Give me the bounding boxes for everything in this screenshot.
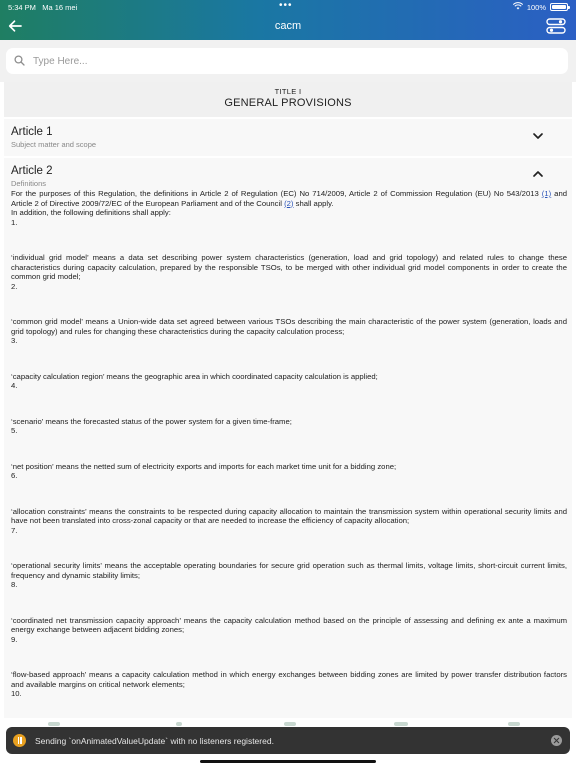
definition-number: 6. bbox=[11, 471, 18, 480]
article-1-header[interactable] bbox=[4, 119, 572, 156]
search-input[interactable] bbox=[33, 51, 553, 71]
footnote-link-1[interactable]: (1) bbox=[541, 189, 552, 198]
article-subtitle: Definitions bbox=[11, 179, 47, 188]
status-right bbox=[513, 2, 568, 12]
page-title: cacm bbox=[274, 20, 302, 32]
definition-number: 7. bbox=[11, 525, 18, 535]
app-header bbox=[0, 0, 576, 40]
chevron-down-icon[interactable] bbox=[532, 132, 544, 140]
definition-text: ‘scenario’ means the forecasted status of the power system for a given time-frame; bbox=[11, 416, 292, 426]
definition-number: 4. bbox=[11, 381, 18, 390]
wifi-icon bbox=[513, 2, 523, 12]
article-title[interactable]: Article 2 bbox=[11, 165, 53, 177]
definition-number: 3. bbox=[11, 336, 18, 345]
footnote-link-2[interactable]: (2) bbox=[284, 198, 294, 208]
definition-text: ‘individual grid model’ means a data set describing power system characteristics (generation, load and grid topology) and related rules to change these characteristics during capacity calculation, prepared by the responsible TSOs, to be merged with other individual grid model components in order to create the common grid model; bbox=[11, 253, 567, 281]
intro-paragraph: For the purposes of this Regulation, the definitions in Article 2 of Regulation (EC) No 714/2009, Article 2 of Commission Regulation (EU) No 543/2013 (1) and Article 2 of Directive 2009/72/EC of the European Parliament and of the Council (2) shall apply. bbox=[11, 189, 567, 208]
tab-icon[interactable] bbox=[284, 722, 296, 726]
definition-number: 5. bbox=[11, 426, 18, 435]
article-title: Article 1 bbox=[11, 126, 53, 138]
article-subtitle: Subject matter and scope bbox=[11, 140, 97, 149]
search-box[interactable] bbox=[6, 48, 568, 74]
definition-number: 1. bbox=[11, 217, 18, 227]
title-label: TITLE I bbox=[274, 87, 302, 96]
multitasking-dots[interactable]: ••• bbox=[279, 0, 293, 11]
definition-number: 10. bbox=[11, 689, 22, 698]
tab-icon[interactable] bbox=[48, 722, 60, 726]
article-body bbox=[11, 189, 567, 718]
section-title-block bbox=[4, 82, 572, 117]
definition-text: ‘net position’ means the netted sum of electricity exports and imports for each market time unit for a bidding zone; bbox=[11, 461, 397, 471]
definition-number: 2. bbox=[11, 281, 18, 291]
status-bar bbox=[0, 0, 576, 14]
chevron-up-icon[interactable] bbox=[532, 170, 544, 178]
article-2-panel bbox=[4, 158, 572, 718]
tab-icon[interactable] bbox=[176, 722, 182, 726]
definition-text: ‘capacity calculation region’ means the geographic area in which coordinated capacity calculation is applied; bbox=[11, 371, 378, 381]
definition-number: 8. bbox=[11, 580, 18, 589]
battery-icon bbox=[550, 3, 568, 11]
toast-message: Sending `onAnimatedValueUpdate` with no listeners registered. bbox=[35, 736, 274, 746]
battery-percent: 100% bbox=[526, 2, 546, 12]
definition-text: ‘coordinated net transmission capacity approach’ means the capacity calculation method based on the principle of assessing and defining ex ante a maximum energy exchange between adjacent bidding zones; bbox=[11, 615, 567, 634]
tab-icon[interactable] bbox=[394, 722, 408, 726]
definition-text: ‘common grid model’ means a Union-wide data set agreed between various TSOs describing the main characteristic of the power system (generation, loads and grid topology) and rules for changing these characteristics during the capacity calculation process; bbox=[11, 317, 567, 336]
home-indicator[interactable] bbox=[200, 760, 376, 763]
intro-paragraph-2: In addition, the following definitions shall apply: bbox=[11, 208, 171, 217]
tab-icon[interactable] bbox=[508, 722, 520, 726]
warning-icon bbox=[13, 734, 26, 747]
definition-text: ‘flow-based approach’ means a capacity calculation method in which energy exchanges between bidding zones are limited by power transfer distribution factors and available margins on critical network elements; bbox=[11, 670, 567, 689]
warning-toast[interactable] bbox=[6, 727, 570, 754]
title-heading: GENERAL PROVISIONS bbox=[224, 97, 352, 109]
definition-number: 9. bbox=[11, 634, 18, 644]
status-time: 5:34 PM Ma 16 mei bbox=[8, 3, 78, 12]
close-icon[interactable] bbox=[551, 735, 562, 746]
search-bar-container bbox=[0, 40, 576, 82]
search-icon bbox=[14, 55, 25, 66]
definition-text: ‘allocation constraints’ means the constraints to be respected during capacity allocation to maintain the transmission system within operational security limits and have not been translated into cross-zonal capacity or that are needed to increase the efficiency of capacity allocation; bbox=[11, 506, 567, 525]
definition-text: ‘operational security limits’ means the acceptable operating boundaries for secure grid operation such as thermal limits, voltage limits, short-circuit current limits, frequency and dynamic stability limits; bbox=[11, 561, 567, 580]
settings-toggle-icon[interactable] bbox=[546, 17, 566, 35]
